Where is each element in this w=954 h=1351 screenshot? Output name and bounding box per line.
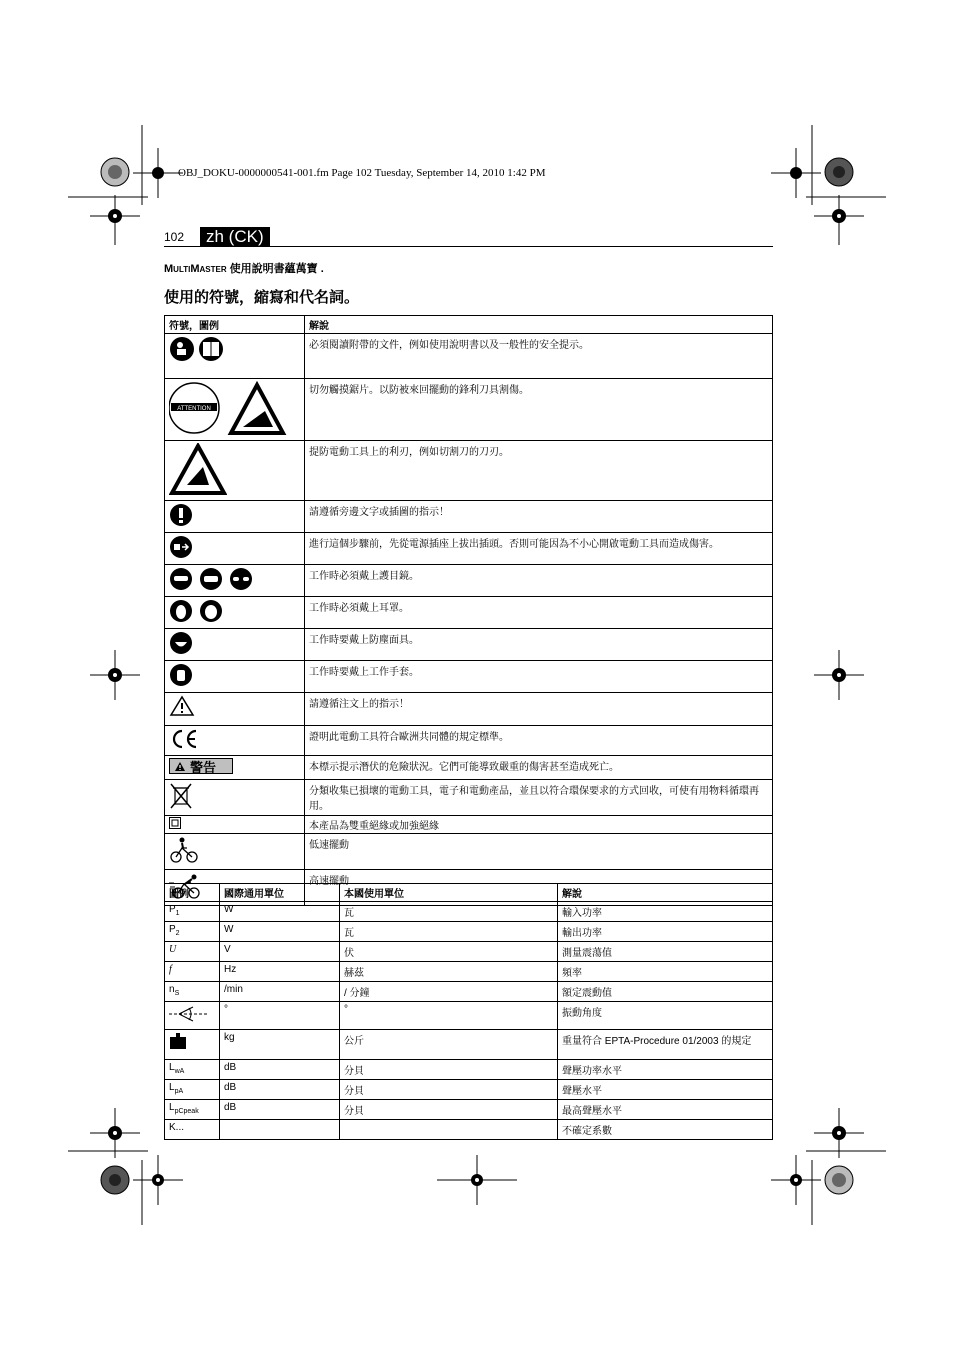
symbol-cell — [165, 661, 305, 693]
header-cell: 解說 — [558, 884, 773, 902]
si-unit-cell: W — [220, 922, 340, 942]
symbol-cell — [165, 1100, 220, 1120]
unit-subscript: S — [174, 990, 180, 997]
local-unit-cell — [340, 1120, 558, 1140]
unit-symbol: P — [169, 924, 176, 935]
table-row — [165, 834, 773, 870]
symbol-cell — [165, 629, 305, 661]
description-cell: 額定震動值 — [558, 982, 773, 1002]
description-cell: 工作時要戴上防塵面具。 — [305, 629, 773, 661]
units-table — [164, 883, 773, 1140]
symbol-cell — [165, 565, 305, 597]
brand-name: MultiMaster — [164, 263, 227, 275]
doc-title — [164, 260, 324, 276]
description-cell: 分類收集已損壞的電動工具，電子和電動產品，並且以符合環保要求的方式回收，可使有用物料循環再用。 — [305, 780, 773, 816]
exclamation-icon — [169, 503, 193, 527]
description-cell: 高速擺動 — [305, 870, 773, 906]
weight-icon — [169, 1032, 187, 1050]
table-header — [165, 316, 773, 334]
warning-label-icon — [169, 758, 233, 774]
unit-symbol: L — [169, 1062, 175, 1073]
unit-symbol: f — [169, 964, 172, 975]
local-unit-cell: 瓦 — [340, 902, 558, 922]
si-unit-cell: kg — [220, 1030, 340, 1060]
description-cell: 進行這個步驟前，先從電源插座上拔出插頭。否則可能因為不小心開啟電動工具而造成傷害。 — [305, 533, 773, 565]
description-cell: 低速擺動 — [305, 834, 773, 870]
description-cell: 請遵循旁邊文字或插圖的指示！ — [305, 501, 773, 533]
si-unit-cell: ° — [220, 1002, 340, 1030]
gloves-icon — [169, 663, 193, 687]
description-cell: 最高聲壓水平 — [558, 1100, 773, 1120]
si-unit-cell: dB — [220, 1100, 340, 1120]
si-unit-cell: Hz — [220, 962, 340, 982]
symbol-cell — [165, 379, 305, 441]
page-number: 102 — [164, 230, 185, 244]
description-cell: 工作時必須戴上耳罩。 — [305, 597, 773, 629]
table-row — [165, 756, 773, 780]
table-row — [165, 726, 773, 756]
table-row — [165, 334, 773, 379]
symbol-cell — [165, 902, 220, 922]
symbol-cell — [165, 982, 220, 1002]
doc-title-rest: 使用說明書蘊萬寶 . — [226, 263, 324, 275]
table-row — [165, 1120, 773, 1140]
unit-symbol: K... — [169, 1122, 185, 1133]
si-unit-cell: /min — [220, 982, 340, 1002]
description-cell: 不確定系數 — [558, 1120, 773, 1140]
description-cell: 聲壓水平 — [558, 1080, 773, 1100]
symbol-cell — [165, 922, 220, 942]
section-heading: 使用的符號，縮寫和代名詞。 — [164, 289, 360, 306]
local-unit-cell: ° — [340, 1002, 558, 1030]
table-row — [165, 816, 773, 834]
description-cell: 請遵循注文上的指示！ — [305, 693, 773, 726]
table-row — [165, 1080, 773, 1100]
symbol-cell — [165, 334, 305, 379]
table-row — [165, 902, 773, 922]
table-row — [165, 982, 773, 1002]
table-row — [165, 780, 773, 816]
weee-bin-icon — [169, 782, 193, 810]
symbol-cell — [165, 1080, 220, 1100]
description-cell: 工作時必須戴上護目鏡。 — [305, 565, 773, 597]
symbol-cell — [165, 1030, 220, 1060]
description-cell: 工作時要戴上工作手套。 — [305, 661, 773, 693]
si-unit-cell: V — [220, 942, 340, 962]
description-cell: 測量震蕩值 — [558, 942, 773, 962]
table-row — [165, 1100, 773, 1120]
ce-mark-icon — [169, 728, 199, 750]
table-row — [165, 629, 773, 661]
file-slug: OBJ_DOKU-0000000541-001.fm Page 102 Tuesday, September 14, 2010 1:42 PM — [178, 167, 546, 179]
svg-text:ATTENTION: ATTENTION — [177, 406, 211, 412]
table-row — [165, 565, 773, 597]
header-cell: 解說 — [305, 316, 773, 334]
caution-triangle-icon — [169, 695, 195, 717]
unit-subscript: wA — [174, 1068, 185, 1075]
description-cell: 頻率 — [558, 962, 773, 982]
table-row — [165, 533, 773, 565]
local-unit-cell: 分貝 — [340, 1100, 558, 1120]
warning-label-text: 警告 — [190, 759, 217, 775]
unit-subscript: 1 — [175, 910, 180, 917]
table-row — [165, 661, 773, 693]
description-cell: 切勿觸摸鋸片。以防被來回擺動的鋒利刀具割傷。 — [305, 379, 773, 441]
table-row — [165, 693, 773, 726]
header-cell: 圖例 — [165, 884, 220, 902]
local-unit-cell: 伏 — [340, 942, 558, 962]
description-cell: 輸入功率 — [558, 902, 773, 922]
local-unit-cell: 分貝 — [340, 1080, 558, 1100]
si-unit-cell — [220, 1120, 340, 1140]
description-cell: 聲壓功率水平 — [558, 1060, 773, 1080]
header-cell: 符號，圖例 — [165, 316, 305, 334]
table-row — [165, 1060, 773, 1080]
si-unit-cell: dB — [220, 1080, 340, 1100]
local-unit-cell: 公斤 — [340, 1030, 558, 1060]
double-insulation-icon — [169, 817, 181, 829]
table-row — [165, 379, 773, 441]
read-manual-icon — [169, 336, 225, 362]
symbol-cell — [165, 1002, 220, 1030]
si-unit-cell: dB — [220, 1060, 340, 1080]
symbol-cell — [165, 816, 305, 834]
unplug-icon — [169, 535, 193, 559]
ear-protection-icon — [169, 599, 223, 623]
description-cell: 本標示提示潛伏的危險狀況。它們可能導致嚴重的傷害甚至造成死亡。 — [305, 756, 773, 780]
attention-blade-icon — [169, 381, 287, 435]
sharp-edge-warning-icon — [169, 443, 227, 495]
symbol-cell — [165, 1120, 220, 1140]
symbols-table — [164, 315, 773, 906]
symbol-cell — [165, 756, 305, 780]
table-row — [165, 1030, 773, 1060]
description-cell: 必須閱讀附帶的文件，例如使用說明書以及一般性的安全提示。 — [305, 334, 773, 379]
symbol-cell — [165, 597, 305, 629]
description-cell: 振動角度 — [558, 1002, 773, 1030]
header-cell: 國際通用單位 — [220, 884, 340, 902]
description-cell: 提防電動工具上的利刃，例如切割刀的刀刃。 — [305, 441, 773, 501]
unit-symbol: L — [169, 1102, 175, 1113]
description-cell: 本產品為雙重絕緣或加強絕緣 — [305, 816, 773, 834]
unit-subscript: pA — [174, 1088, 184, 1095]
table-header — [165, 884, 773, 902]
symbol-cell — [165, 441, 305, 501]
eye-protection-icon — [169, 567, 253, 591]
symbol-cell — [165, 501, 305, 533]
local-unit-cell: 分貝 — [340, 1060, 558, 1080]
table-row — [165, 1002, 773, 1030]
description-cell: 證明此電動工具符合歐洲共同體的規定標準。 — [305, 726, 773, 756]
oscillation-angle-icon — [169, 1004, 207, 1024]
local-unit-cell: 瓦 — [340, 922, 558, 942]
table-row — [165, 922, 773, 942]
table-row — [165, 597, 773, 629]
description-cell: 輸出功率 — [558, 922, 773, 942]
slow-bike-icon — [169, 836, 199, 864]
header-cell: 本國使用單位 — [340, 884, 558, 902]
unit-subscript: pCpeak — [174, 1108, 199, 1115]
unit-symbol: P — [169, 904, 176, 915]
symbol-cell — [165, 1060, 220, 1080]
unit-symbol: U — [169, 944, 177, 955]
local-unit-cell: / 分鐘 — [340, 982, 558, 1002]
symbol-cell — [165, 962, 220, 982]
symbol-cell — [165, 726, 305, 756]
header-rule — [164, 246, 773, 247]
symbol-cell — [165, 942, 220, 962]
dust-mask-icon — [169, 631, 193, 655]
table-row — [165, 441, 773, 501]
table-row — [165, 501, 773, 533]
symbol-cell — [165, 533, 305, 565]
unit-subscript: 2 — [175, 930, 180, 937]
symbol-cell — [165, 693, 305, 726]
symbol-cell — [165, 780, 305, 816]
language-tag: zh (CK) — [200, 227, 270, 247]
si-unit-cell: W — [220, 902, 340, 922]
table-row — [165, 962, 773, 982]
unit-symbol: L — [169, 1082, 175, 1093]
local-unit-cell: 赫茲 — [340, 962, 558, 982]
table-row — [165, 942, 773, 962]
unit-symbol: n — [169, 984, 175, 995]
description-cell: 重量符合 EPTA-Procedure 01/2003 的規定 — [558, 1030, 773, 1060]
symbol-cell — [165, 834, 305, 870]
